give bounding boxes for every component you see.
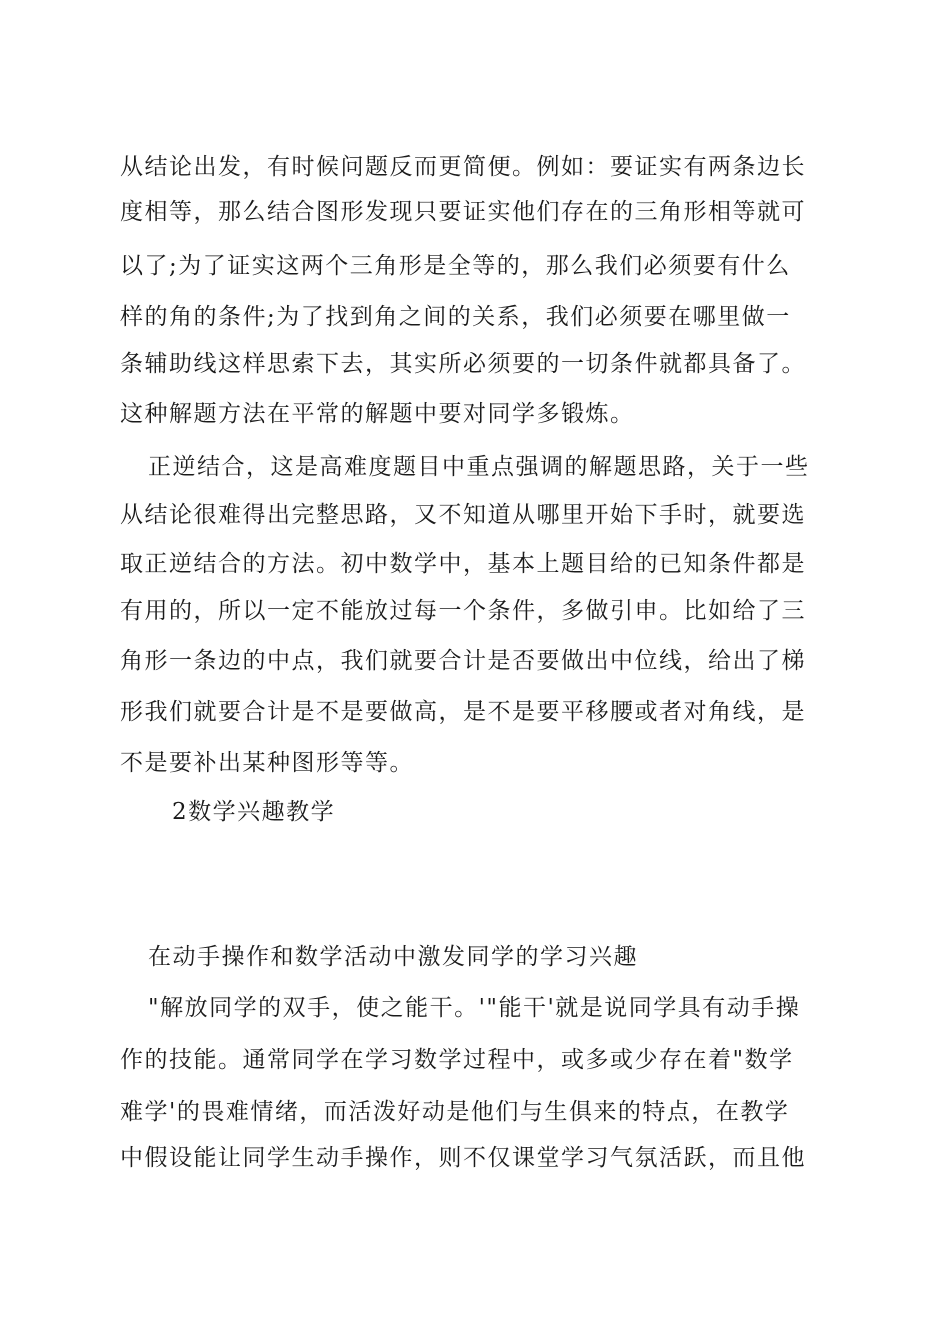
paragraph-line: 以了;为了证实这两个三角形是全等的，那么我们必须要有什么 [120,253,791,279]
paragraph-line: 不是要补出某种图形等等。 [120,750,414,776]
paragraph-line: 度相等，那么结合图形发现只要证实他们存在的三角形相等就可 [120,199,806,225]
paragraph-line: 条辅助线这样思索下去，其实所必须要的一切条件就都具备了。 [120,351,806,377]
paragraph-line: 从结论很难得出完整思路，又不知道从哪里开始下手时，就要选 [120,502,806,528]
paragraph-line: 有用的，所以一定不能放过每一个条件，多做引申。比如给了三 [120,598,806,624]
paragraph-line: 难学'的畏难情绪，而活泼好动是他们与生俱来的特点，在教学 [120,1099,790,1125]
paragraph-line: 形我们就要合计是不是要做高，是不是要平移腰或者对角线，是 [120,699,806,725]
subsection-heading: 在动手操作和数学活动中激发同学的学习兴趣 [148,944,638,970]
paragraph-line: 角形一条边的中点，我们就要合计是否要做出中位线，给出了梯 [120,648,806,674]
paragraph-line: 取正逆结合的方法。初中数学中，基本上题目给的已知条件都是 [120,551,806,577]
paragraph-line: 作的技能。通常同学在学习数学过程中，或多或少存在着"数学 [120,1047,794,1073]
paragraph-line: 中假设能让同学生动手操作，则不仅课堂学习气氛活跃，而且他 [120,1145,806,1171]
section-heading: 2数学兴趣教学 [172,799,336,825]
paragraph-line: "解放同学的双手，使之能干。'"能干'就是说同学具有动手操 [148,995,801,1021]
paragraph-line: 这种解题方法在平常的解题中要对同学多锻炼。 [120,401,635,427]
paragraph-line: 样的角的条件;为了找到角之间的关系，我们必须要在哪里做一 [120,304,791,330]
paragraph-line: 正逆结合，这是高难度题目中重点强调的解题思路，关于一些 [148,454,810,480]
paragraph-line: 从结论出发，有时候问题反而更简便。例如：要证实有两条边长 [120,154,806,180]
